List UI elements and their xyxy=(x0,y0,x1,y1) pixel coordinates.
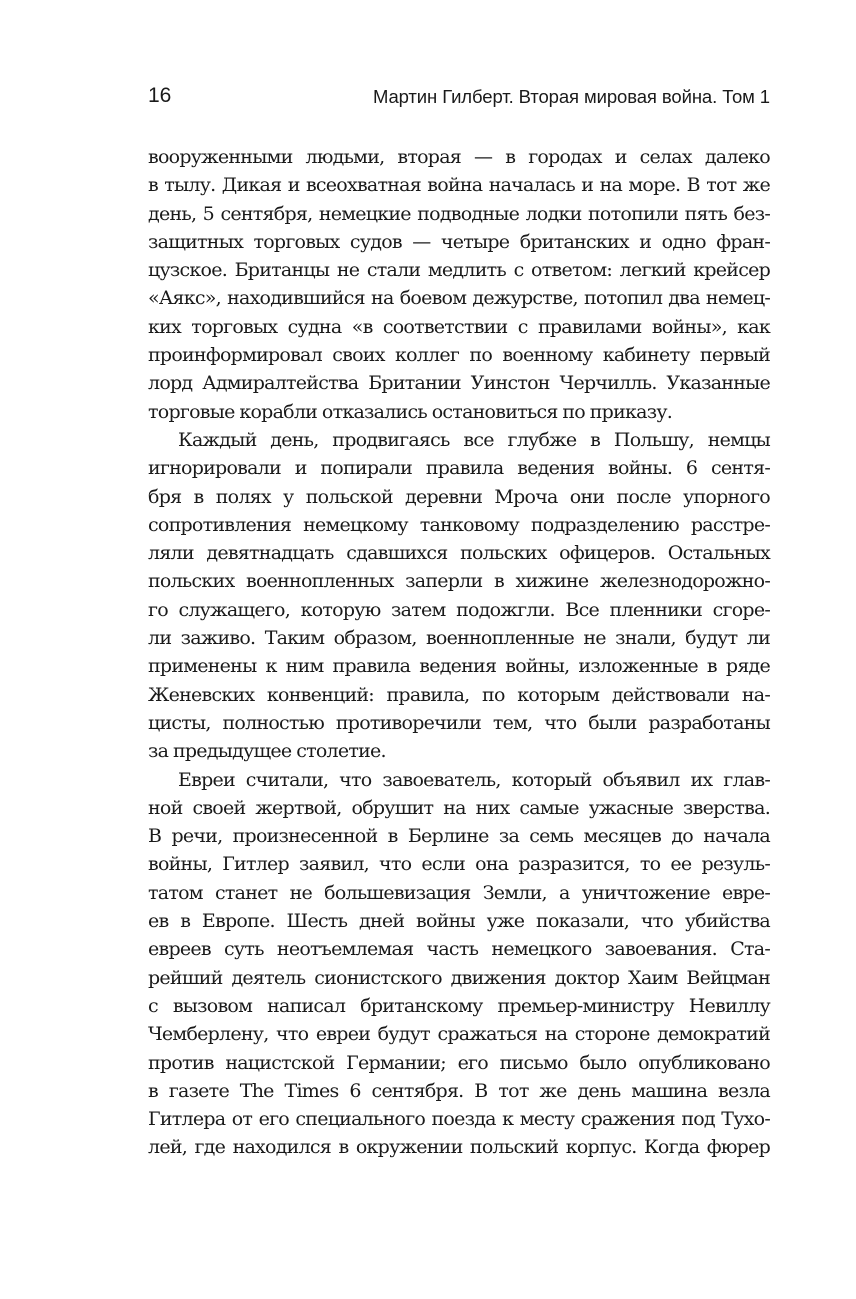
text-line: «Аякс», находившийся на боевом дежурстве, потопил два немец- xyxy=(148,287,770,310)
text-line: торговые корабли отказались остановиться по приказу. xyxy=(148,400,673,423)
text-line: В речи, произнесенной в Берлине за семь месяцев до начала xyxy=(148,825,770,848)
text-line: лорд Адмиралтейства Британии Уинстон Черчилль. Указанные xyxy=(148,372,770,395)
text-line: в тылу. Дикая и всеохватная война началась и на море. В тот же xyxy=(148,174,770,197)
text-line: ной своей жертвой, обрушит на них самые ужасные зверства. xyxy=(148,796,770,819)
text-line: го служащего, которую затем подожгли. Все пленники сгоре- xyxy=(148,598,770,621)
text-line: за предыдущее столетие. xyxy=(148,740,386,763)
text-line: ких торговых судна «в соответствии с правилами войны», как xyxy=(148,315,770,338)
text-line: Евреи считали, что завоеватель, который объявил их глав- xyxy=(178,768,770,791)
page-header xyxy=(148,84,770,114)
text-line: рейший деятель сионистского движения доктор Хаим Вейцман xyxy=(148,966,770,989)
text-line: Гитлера от его специального поезда к месту сражения под Тухо- xyxy=(148,1108,770,1131)
text-line: цузское. Британцы не стали медлить с ответом: легкий крейсер xyxy=(148,259,770,282)
paragraph-1 xyxy=(148,143,770,426)
text-line: цисты, полностью противоречили тем, что были разработаны xyxy=(148,711,770,734)
text-line: ев в Европе. Шесть дней войны уже показали, что убийства xyxy=(148,910,770,933)
text-line: проинформировал своих коллег по военному кабинету первый xyxy=(148,344,770,367)
text-line: против нацистской Германии; его письмо было опубликовано xyxy=(148,1051,770,1074)
text-line: ли заживо. Таким образом, военнопленные не знали, будут ли xyxy=(148,627,770,650)
text-line: защитных торговых судов — четыре британских и одно фран- xyxy=(148,230,770,253)
text-line: войны, Гитлер заявил, что если она разразится, то ее резуль- xyxy=(148,853,770,876)
text-line: ляли девятнадцать сдавшихся польских офицеров. Остальных xyxy=(148,542,770,565)
text-line: сопротивления немецкому танковому подразделению расстре- xyxy=(148,513,770,536)
text-line: татом станет не большевизация Земли, а уничтожение евре- xyxy=(148,881,770,904)
text-line: вооруженными людьми, вторая — в городах и селах далеко xyxy=(148,146,770,168)
text-line: лей, где находился в окружении польский корпус. Когда фюрер xyxy=(148,1136,770,1159)
paragraph-2 xyxy=(148,426,770,766)
body-text xyxy=(148,143,770,1162)
text-line: день, 5 сентября, немецкие подводные лодки потопили пять без- xyxy=(148,202,770,225)
text-line: в газете The Times 6 сентября. В тот же день машина везла xyxy=(148,1079,770,1102)
text-line: применены к ним правила ведения войны, изложенные в ряде xyxy=(148,655,770,678)
text-line: Женевских конвенций: правила, по которым действовали на- xyxy=(148,683,770,706)
text-line: с вызовом написал британскому премьер-министру Невиллу xyxy=(148,994,770,1017)
text-line: польских военнопленных заперли в хижине железнодорожно- xyxy=(148,570,770,593)
text-line: Каждый день, продвигаясь все глубже в Польшу, немцы xyxy=(178,428,770,451)
page-number: 16 xyxy=(148,84,172,107)
text-line: бря в полях у польской деревни Мроча они после упорного xyxy=(148,485,770,508)
running-title: Мартин Гилберт. Вторая мировая война. Том 1 xyxy=(372,86,770,107)
text-line: Чемберлену, что евреи будут сражаться на стороне демократий xyxy=(148,1023,770,1046)
paragraph-3 xyxy=(148,766,770,1162)
text-line: игнорировали и попирали правила ведения войны. 6 сентя- xyxy=(148,457,770,480)
text-line: евреев суть неотъемлемая часть немецкого завоевания. Ста- xyxy=(148,938,770,961)
